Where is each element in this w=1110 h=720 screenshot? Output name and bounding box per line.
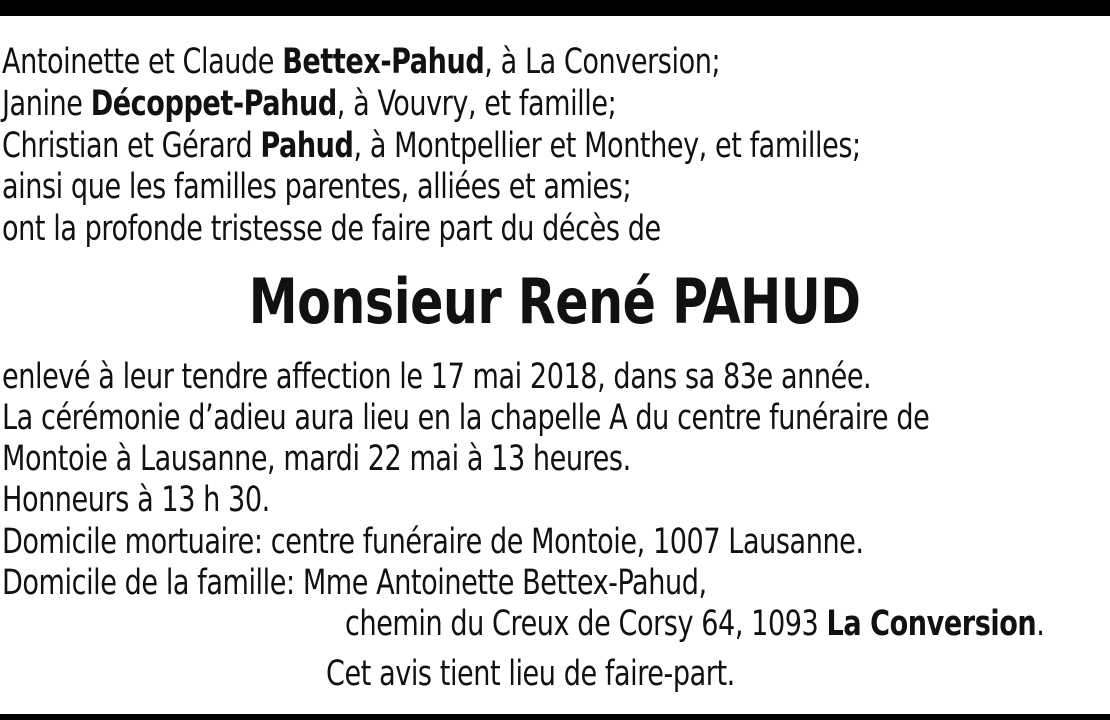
- top-rule: [0, 0, 1110, 16]
- intro-line-5: ont la profonde tristesse de faire part du décès de: [2, 209, 661, 249]
- intro-line-2: Janine Décoppet-Pahud, à Vouvry, et famille;: [2, 84, 617, 124]
- body-line-1: enlevé à leur tendre affection le 17 mai 2018, dans sa 83e année.: [2, 357, 872, 397]
- honours-line: Honneurs à 13 h 30.: [2, 480, 270, 520]
- body-line-2: La cérémonie d’adieu aura lieu en la chapelle A du centre funéraire de: [2, 398, 930, 438]
- family-name: Bettex-Pahud: [282, 42, 485, 82]
- family-name: Pahud: [260, 126, 354, 166]
- intro-line-1: Antoinette et Claude Bettex-Pahud, à La Conversion;: [2, 42, 721, 82]
- address-place: La Conversion: [826, 604, 1037, 644]
- mortuary-address: Domicile mortuaire: centre funéraire de Montoie, 1007 Lausanne.: [2, 522, 864, 562]
- intro-line-4: ainsi que les familles parentes, alliées et amies;: [2, 167, 632, 207]
- family-name: Décoppet-Pahud: [90, 84, 337, 124]
- intro-line-3: Christian et Gérard Pahud, à Montpellier et Monthey, et familles;: [2, 126, 861, 166]
- family-address-line-2: chemin du Creux de Corsy 64, 1093 La Conversion.: [345, 604, 1045, 644]
- body-line-3: Montoie à Lausanne, mardi 22 mai à 13 heures.: [2, 439, 631, 479]
- closing-note: Cet avis tient lieu de faire-part.: [326, 654, 735, 694]
- family-address-line-1: Domicile de la famille: Mme Antoinette Bettex-Pahud,: [2, 563, 707, 603]
- deceased-name: Monsieur René PAHUD: [249, 265, 861, 338]
- bottom-rule: [0, 714, 1110, 720]
